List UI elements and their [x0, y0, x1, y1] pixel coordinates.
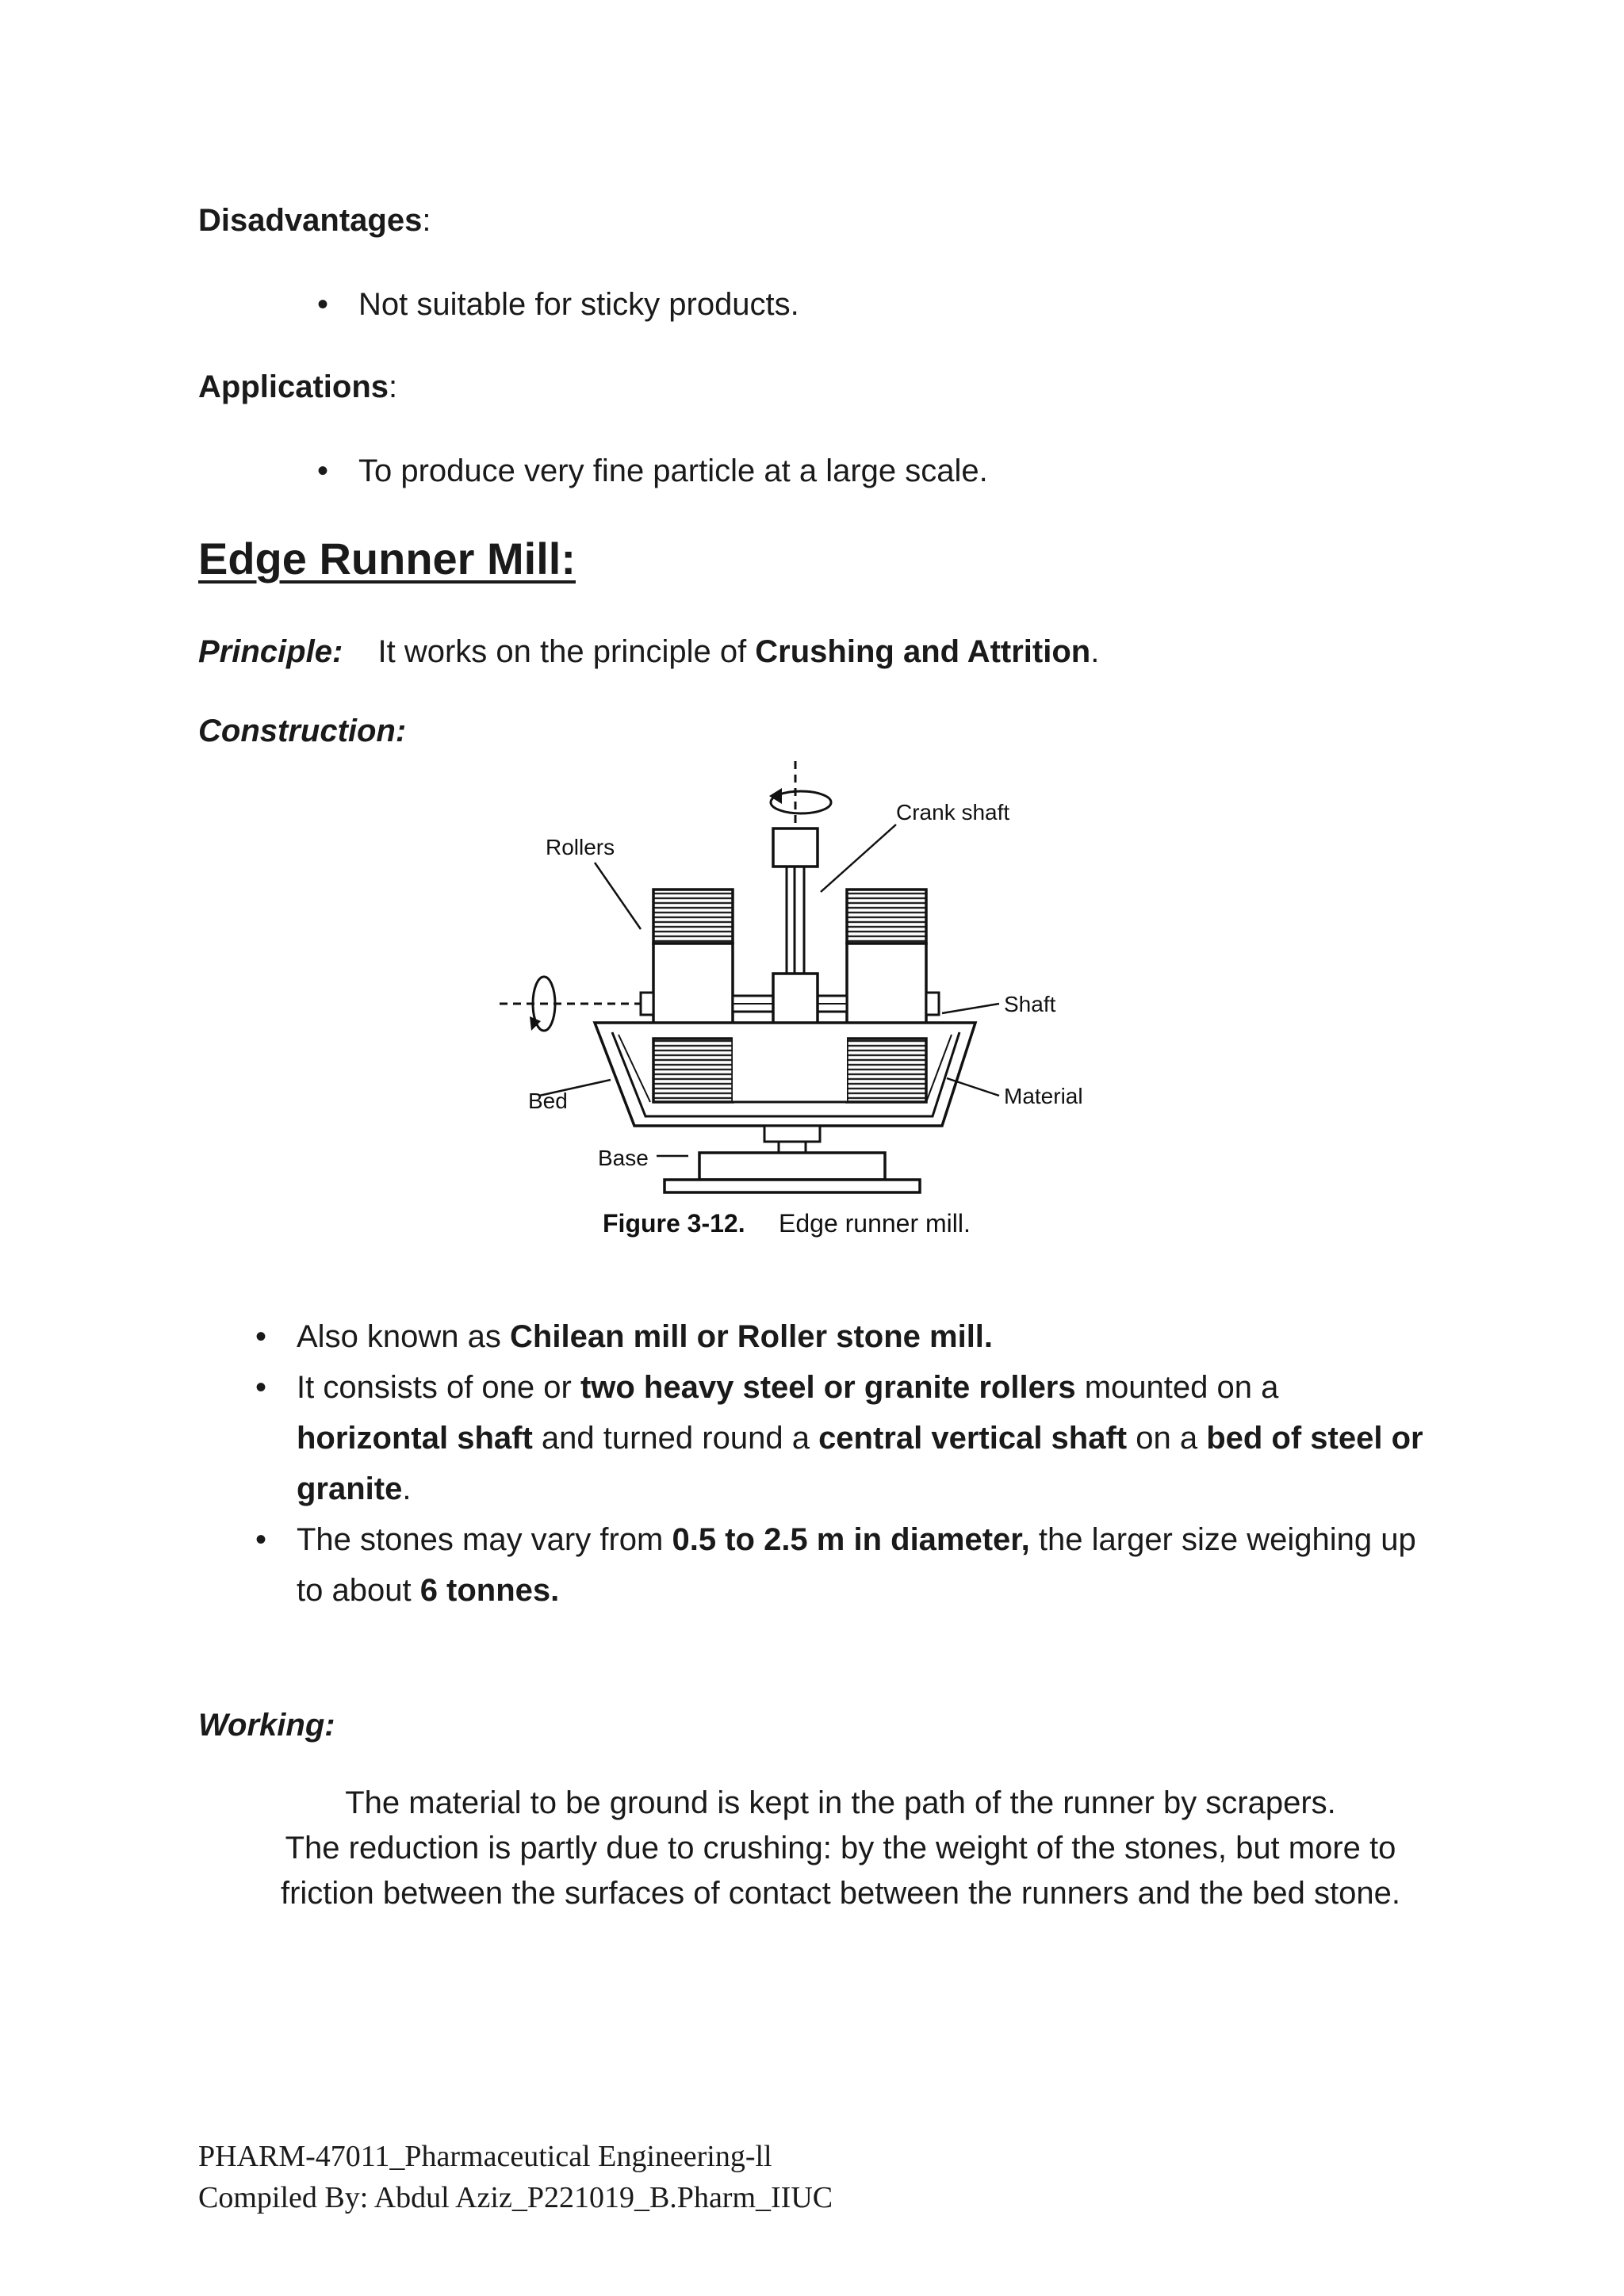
footer-compiler: Compiled By: Abdul Aziz_P221019_B.Pharm_IIUC	[198, 2181, 833, 2214]
working-label-wrap	[198, 1700, 335, 1751]
construction-label: Construction:	[198, 714, 407, 748]
bullet-bold: Chilean mill or Roller stone mill.	[510, 1319, 994, 1354]
bullet-bold: 6 tonnes.	[419, 1573, 560, 1608]
right-roller-top	[847, 890, 926, 943]
disadvantages-list	[317, 279, 1548, 330]
bullet-text: Also known as	[297, 1319, 511, 1354]
applications-list	[317, 446, 1548, 496]
working-line-2: The reduction is partly due to crushing: by the weight of the stones, but more to friction between the surfaces of contact between the runners and the bed stone.	[280, 1831, 1400, 1911]
bullet-icon: •	[255, 1319, 267, 1354]
crank-shaft-block	[773, 828, 818, 867]
disadvantages-heading	[198, 195, 431, 246]
base-plate	[665, 1180, 920, 1192]
list-item	[255, 1362, 1438, 1514]
bullet-text: the larger size weighing up to about	[297, 1522, 1416, 1608]
edge-runner-mill-figure	[492, 753, 1118, 1245]
application-item: To produce very fine particle at a large scale.	[358, 453, 988, 488]
principle-line	[198, 626, 1546, 677]
label-crank-shaft: Crank shaft	[896, 800, 1010, 825]
bullet-icon: •	[255, 1522, 267, 1557]
label-base: Base	[598, 1146, 649, 1170]
label-rollers: Rollers	[546, 835, 615, 859]
center-block	[773, 974, 818, 1029]
working-label: Working:	[198, 1708, 335, 1743]
applications-label: Applications	[198, 369, 389, 404]
bullet-icon: •	[317, 453, 329, 488]
working-line-1: The material to be ground is kept in the path of the runner by scrapers.	[345, 1785, 1336, 1820]
features-list	[255, 1311, 1438, 1616]
section-title: Edge Runner Mill:	[198, 534, 576, 584]
list-item	[255, 1311, 1438, 1362]
label-shaft: Shaft	[1004, 992, 1056, 1016]
bullet-bold: horizontal shaft	[297, 1421, 533, 1456]
bullet-text: mounted on a	[1075, 1370, 1279, 1405]
label-material: Material	[1004, 1084, 1083, 1108]
left-roller-top	[653, 890, 733, 943]
bullet-bold: two heavy steel or granite rollers	[580, 1370, 1076, 1405]
bullet-text: It consists of one or	[297, 1370, 580, 1405]
disadvantages-label: Disadvantages	[198, 203, 423, 238]
bullet-icon: •	[317, 287, 329, 322]
footer-course: PHARM-47011_Pharmaceutical Engineering-ll	[198, 2140, 772, 2173]
working-paragraph	[246, 1781, 1435, 1916]
bullet-bold: 0.5 to 2.5 m in diameter,	[672, 1522, 1030, 1557]
disadvantages-colon: :	[422, 203, 431, 238]
list-item	[255, 1514, 1438, 1616]
bullet-text: .	[402, 1471, 412, 1506]
figure-caption-text: Edge runner mill.	[779, 1209, 971, 1238]
figure-caption-number: Figure 3-12.	[603, 1209, 745, 1238]
list-item	[317, 279, 1548, 330]
bullet-bold: central vertical shaft	[818, 1421, 1128, 1456]
principle-bold: Crushing and Attrition	[755, 634, 1091, 669]
principle-label: Principle:	[198, 634, 343, 669]
base-top	[699, 1153, 885, 1180]
label-bed: Bed	[528, 1089, 568, 1113]
bullet-text: The stones may vary from	[297, 1522, 672, 1557]
bullet-text: and turned round a	[532, 1421, 819, 1456]
disadvantage-item: Not suitable for sticky products.	[358, 287, 799, 322]
page-footer	[198, 2136, 833, 2218]
bullet-text: on a	[1127, 1421, 1207, 1456]
bullet-bold: bed of steel or granite	[297, 1421, 1423, 1506]
construction-label-wrap	[198, 706, 406, 756]
applications-colon: :	[389, 369, 398, 404]
principle-end: .	[1090, 634, 1100, 669]
principle-text: It works on the principle of	[377, 634, 756, 669]
bullet-icon: •	[255, 1370, 267, 1405]
list-item	[317, 446, 1548, 496]
applications-heading	[198, 362, 397, 412]
